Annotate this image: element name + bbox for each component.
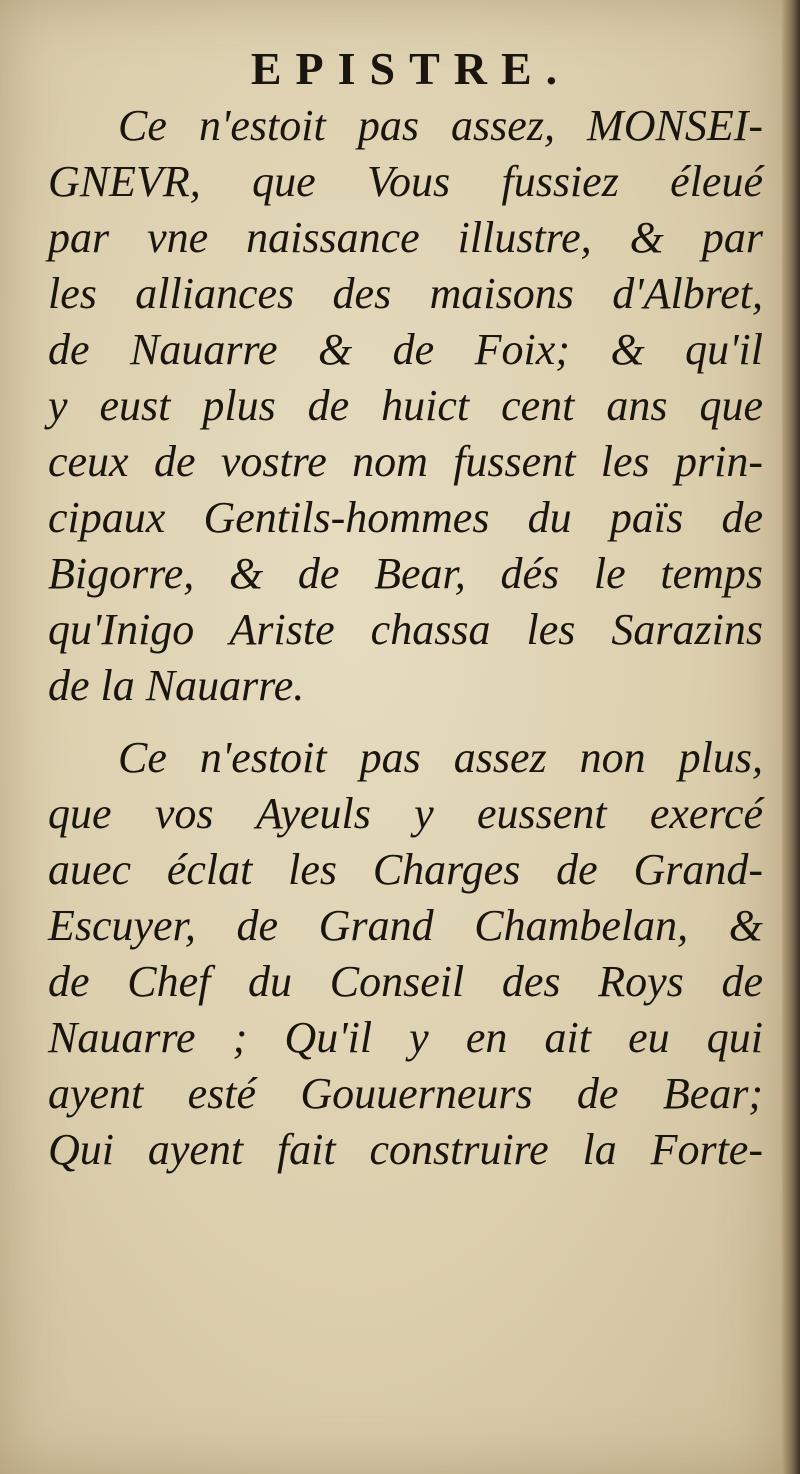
text-line: de Chef du Conseil des Roys de [48,957,763,1006]
text-line: y eust plus de huict cent ans que [48,381,763,430]
text-line: Nauarre ; Qu'il y en ait eu qui [48,1013,763,1062]
paragraph-gap [48,714,763,730]
text-line: Ce n'estoit pas assez non plus, [118,733,763,782]
text-line: cipaux Gentils-hommes du païs de [48,493,763,542]
text-line: Bigorre, & de Bear, dés le temps [48,549,763,598]
text-line: ceux de vostre nom fussent les prin- [48,437,763,486]
body-text [48,98,763,1178]
text-line: par vne naissance illustre, & par [48,213,763,262]
text-line: Qui ayent fait construire la Forte- [48,1125,763,1174]
page-edge [782,0,800,1474]
text-line: qu'Inigo Ariste chassa les Sarazins [48,605,763,654]
text-line: auec éclat les Charges de Grand- [48,845,763,894]
text-line: de la Nauarre. [48,661,305,710]
text-line: GNEVR, que Vous fussiez éleué [48,157,763,206]
text-line: les alliances des maisons d'Albret, [48,269,763,318]
text-line: Ce n'estoit pas assez, MONSEI- [118,101,763,150]
text-line: que vos Ayeuls y eussent exercé [48,789,763,838]
text-line: de Nauarre & de Foix; & qu'il [48,325,763,374]
page-heading: EPISTRE. [250,43,572,94]
text-line: Escuyer, de Grand Chambelan, & [48,901,763,950]
text-line: ayent esté Gouuerneurs de Bear; [48,1069,763,1118]
